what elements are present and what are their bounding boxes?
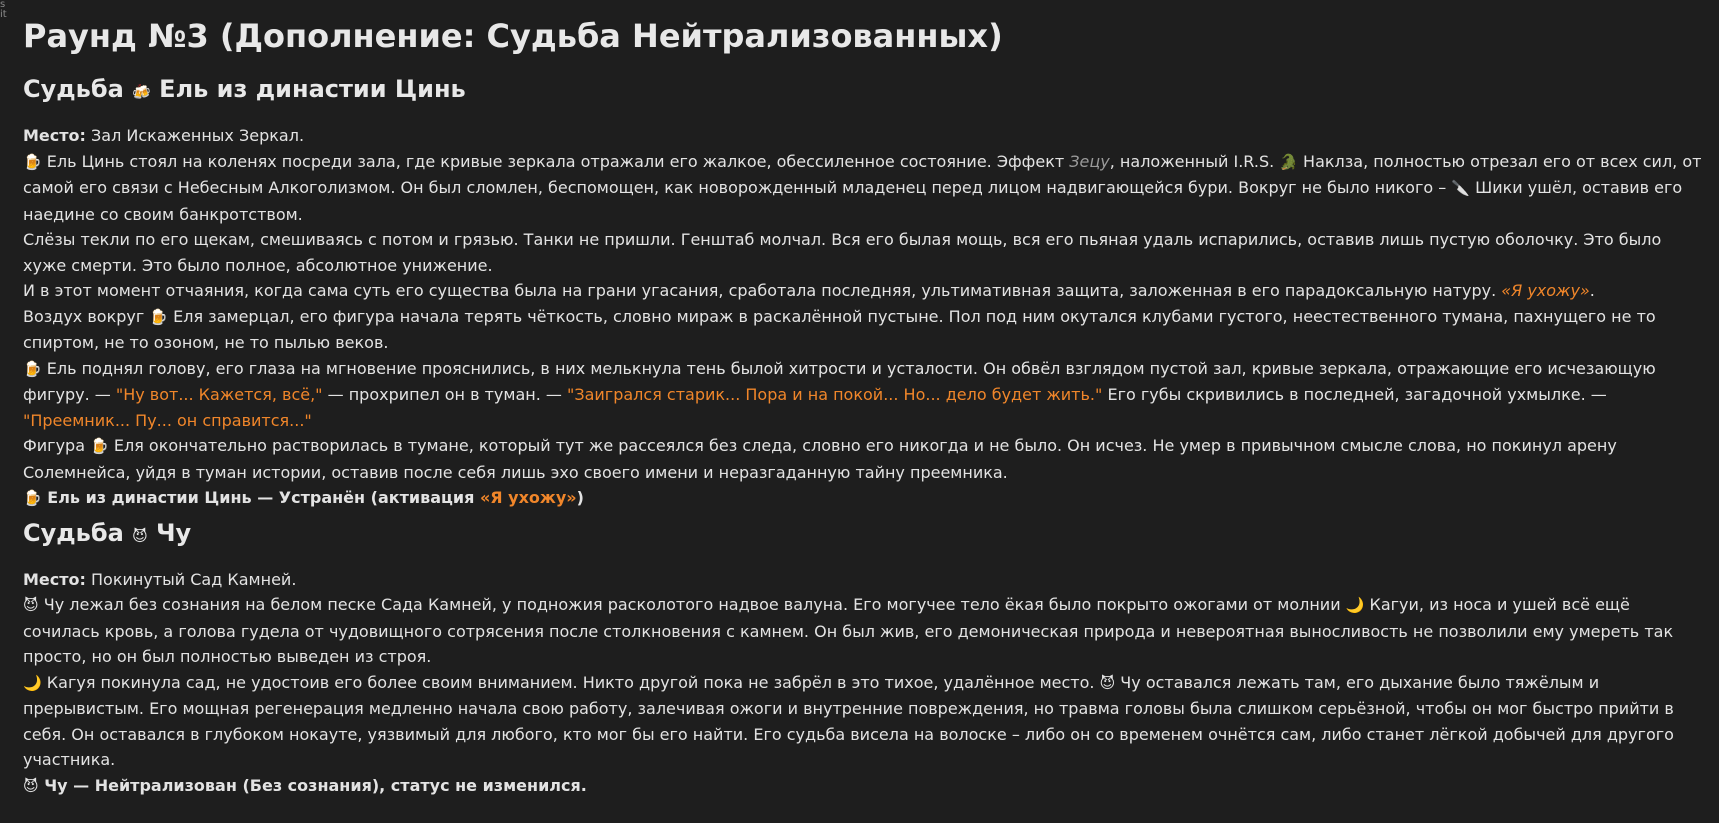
effect-name: Зецу — [1069, 151, 1110, 171]
quote-leaving: «Я ухожу» — [1501, 281, 1590, 300]
paragraph — [23, 356, 1703, 434]
text: ) — [576, 488, 584, 507]
paragraph — [23, 592, 1703, 670]
devil-icon: 😈 — [23, 776, 39, 795]
dialogue-quote: "Преемник... Пу... он справится..." — [23, 410, 312, 430]
text: Наклза, полностью отрезал его от всех сил, от самой его связи с Небесным Алкоголизмом. Он был сломлен, беспомощен, как новорожденный младенец перед лицом надвигающейся бури. Вокруг не было никого – — [23, 151, 1702, 197]
beer-icon: 🍺 — [149, 307, 169, 326]
knife-icon: 🔪 — [1451, 179, 1471, 197]
text: Кагуи, из носа и ушей всё ещё сочилась кровь, а голова гудела от чудовищного сотрясения после столкновения с камнем. Он был жив, его демоническая природа и невероятная выносливость не позволили ему умереть так просто, но он был полностью выведен из строя. — [23, 595, 1674, 666]
place-label: Место: — [23, 569, 86, 589]
paragraph — [23, 278, 1703, 304]
text: — прохрипел он в туман. — — [322, 385, 567, 404]
text: Еля замерцал, его фигура начала терять чёткость, словно мираж в раскалённой пустыне. Пол под ним окутался клубами густого, неестественного тумана, пахнущего не то спиртом, не то озоном, не то пылью веков. — [23, 306, 1656, 352]
section-heading-el — [23, 72, 1703, 109]
moon-icon: 🌙 — [1345, 596, 1365, 614]
text: Ель из династии Цинь — Устранён (активация — [41, 488, 480, 507]
text: Ель поднял голову, его глаза на мгновение прояснились, в них мелькнула тень былой хитрости и усталости. Он обвёл взглядом пустой зал, кривые зеркала, отражающие его исчезающую фигуру. — — [23, 358, 1656, 404]
heading-prefix: Судьба — [23, 518, 133, 547]
text: Ель Цинь стоял на коленях посреди зала, где кривые зеркала отражали его жалкое, обессиленное состояние. Эффект — [41, 151, 1070, 171]
text: Чу лежал без сознания на белом песке Сада Камней, у подножия расколотого надвое валуна. Его могучее тело ёкая было покрыто ожогами от молнии — [38, 595, 1346, 614]
dialogue-quote: "Ну вот... Кажется, всё," — [115, 385, 323, 404]
place-value: Покинутый Сад Камней. — [85, 569, 297, 589]
page-title: Раунд №3 (Дополнение: Судьба Нейтрализованных) — [23, 17, 1003, 55]
heading-name: Ель из династии Цинь — [159, 75, 466, 103]
dialogue-quote: "Заигрался старик... Пора и на покой... Но... дело будет жить." — [566, 385, 1103, 404]
paragraph — [23, 149, 1703, 228]
devil-icon: 😈 — [132, 526, 148, 545]
document-body — [23, 14, 1703, 799]
heading-prefix: Судьба — [23, 75, 133, 103]
paragraph — [23, 670, 1703, 773]
text: Воздух вокруг — [23, 306, 150, 326]
status-line — [23, 485, 1703, 512]
text: И в этот момент отчаяния, когда сама суть его существа была на грани угасания, сработала последняя, ультимативная защита, заложенная в его парадоксальную натуру. — [23, 281, 1502, 300]
beer-icon: 🍺 — [23, 152, 42, 171]
paragraph — [23, 304, 1703, 356]
crocodile-icon: 🐊 — [1279, 152, 1298, 171]
heading-name: Чу — [156, 518, 192, 547]
moon-icon: 🌙 — [23, 673, 42, 692]
devil-icon: 😈 — [1099, 673, 1116, 692]
beer-icon: 🍺 — [23, 489, 42, 507]
text: Фигура — [23, 436, 91, 455]
section-heading-chu — [23, 516, 1703, 553]
text: Кагуя покинула сад, не удостоив его более своим вниманием. Никто другой пока не забрёл в это тихое, удалённое место. — [41, 672, 1100, 692]
devil-icon: 😈 — [23, 596, 39, 614]
place-line — [23, 123, 1703, 149]
beer-icon: 🍺 — [90, 437, 109, 455]
text: Чу — Нейтрализован (Без сознания), статус не изменился. — [38, 775, 587, 795]
place-value: Зал Искаженных Зеркал. — [85, 126, 305, 145]
text: Его губы скривились в последней, загадочной ухмылке. — — [1102, 385, 1607, 404]
text: , наложенный I.R.S. — [1109, 151, 1280, 171]
text: Еля окончательно растворилась в тумане, который тут же рассеялся без следа, словно его никогда и не было. Он исчез. Не умер в привычном смысле слова, но покинул арену Солемнейса, уйдя в туман истории, оставив после себя лишь эхо своего имени и неразгаданную тайну преемника. — [23, 436, 1617, 482]
beer-icon: 🍻 — [132, 83, 151, 101]
text: . — [1589, 281, 1595, 300]
paragraph — [23, 433, 1703, 485]
text: Шики ушёл, оставив его наедине со своим банкротством. — [23, 178, 1683, 224]
status-line — [23, 773, 1703, 800]
place-line — [23, 567, 1703, 593]
corner-marks: s it — [0, 0, 7, 20]
beer-icon: 🍺 — [23, 359, 42, 378]
place-label: Место: — [23, 126, 86, 145]
paragraph: Слёзы текли по его щекам, смешиваясь с потом и грязью. Танки не пришли. Генштаб молчал. Вся его былая мощь, вся его пьяная удаль испарились, оставив лишь пустую оболочку. Это было хуже смерти. Это было полное, абсолютное унижение. — [23, 230, 1662, 275]
quote-leaving: «Я ухожу» — [479, 488, 577, 507]
text: Чу оставался лежать там, его дыхание было тяжёлым и прерывистым. Его мощная регенерация медленно начала свою работу, залечивая ожоги и внутренние повреждения, но травма головы была слишком серьёзной, чтобы он мог быстро прийти в себя. Он оставался в глубоком нокауте, уязвимый для любого, кто мог бы его найти. Его судьба висела на волоске – либо он со временем очнётся сам, либо станет лёгкой добычей для другого участника. — [23, 672, 1674, 769]
